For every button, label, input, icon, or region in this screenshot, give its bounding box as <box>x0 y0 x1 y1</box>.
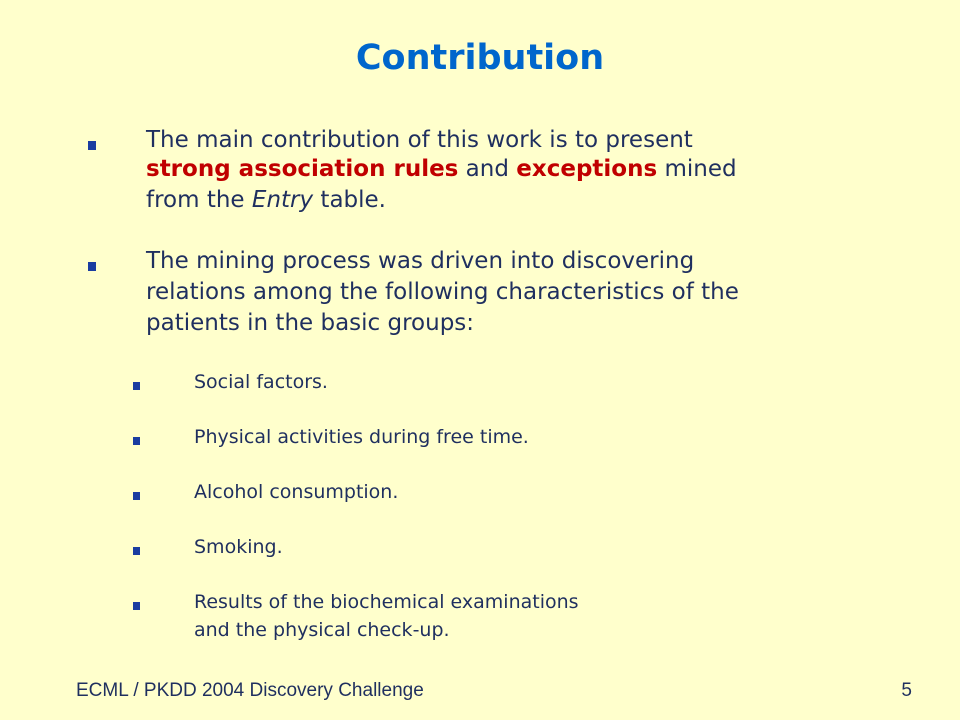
slide-title: Contribution <box>355 38 605 78</box>
entry-table-name: Entry <box>251 187 314 213</box>
bullet-1-line-3: from the Entry table. <box>146 187 386 213</box>
bullet-1-line-2: strong association rules and exceptions mined <box>146 156 737 182</box>
footer-page-number: 5 <box>901 680 912 701</box>
highlight-exceptions: exceptions <box>516 156 658 182</box>
footer-conference-name: ECML / PKDD 2004 Discovery Challenge <box>76 680 424 701</box>
bullet-2-line-3: patients in the basic groups: <box>146 310 475 336</box>
sub-bullet-text: Social factors. <box>194 371 328 393</box>
bullet-square-icon <box>133 547 140 555</box>
bullet-square-icon <box>133 602 140 610</box>
sub-bullet-text: Smoking. <box>194 536 283 558</box>
sub-bullet-text: Alcohol consumption. <box>194 481 399 503</box>
bullet-2-line-2: relations among the following characteristics of the <box>146 279 739 305</box>
bullet-square-icon <box>133 492 140 500</box>
bullet-square-icon <box>88 141 96 150</box>
bullet-square-icon <box>88 262 96 271</box>
bullet-square-icon <box>133 382 140 390</box>
sub-bullet-text: Results of the biochemical examinations <box>194 591 579 613</box>
sub-bullet-text: Physical activities during free time. <box>194 426 529 448</box>
sub-bullet-text: and the physical check-up. <box>194 619 450 641</box>
bullet-1-line-1: The main contribution of this work is to present <box>146 127 693 153</box>
bullet-2-line-1: The mining process was driven into discovering <box>146 248 695 274</box>
bullet-square-icon <box>133 437 140 445</box>
highlight-strong-association-rules: strong association rules <box>146 156 459 182</box>
